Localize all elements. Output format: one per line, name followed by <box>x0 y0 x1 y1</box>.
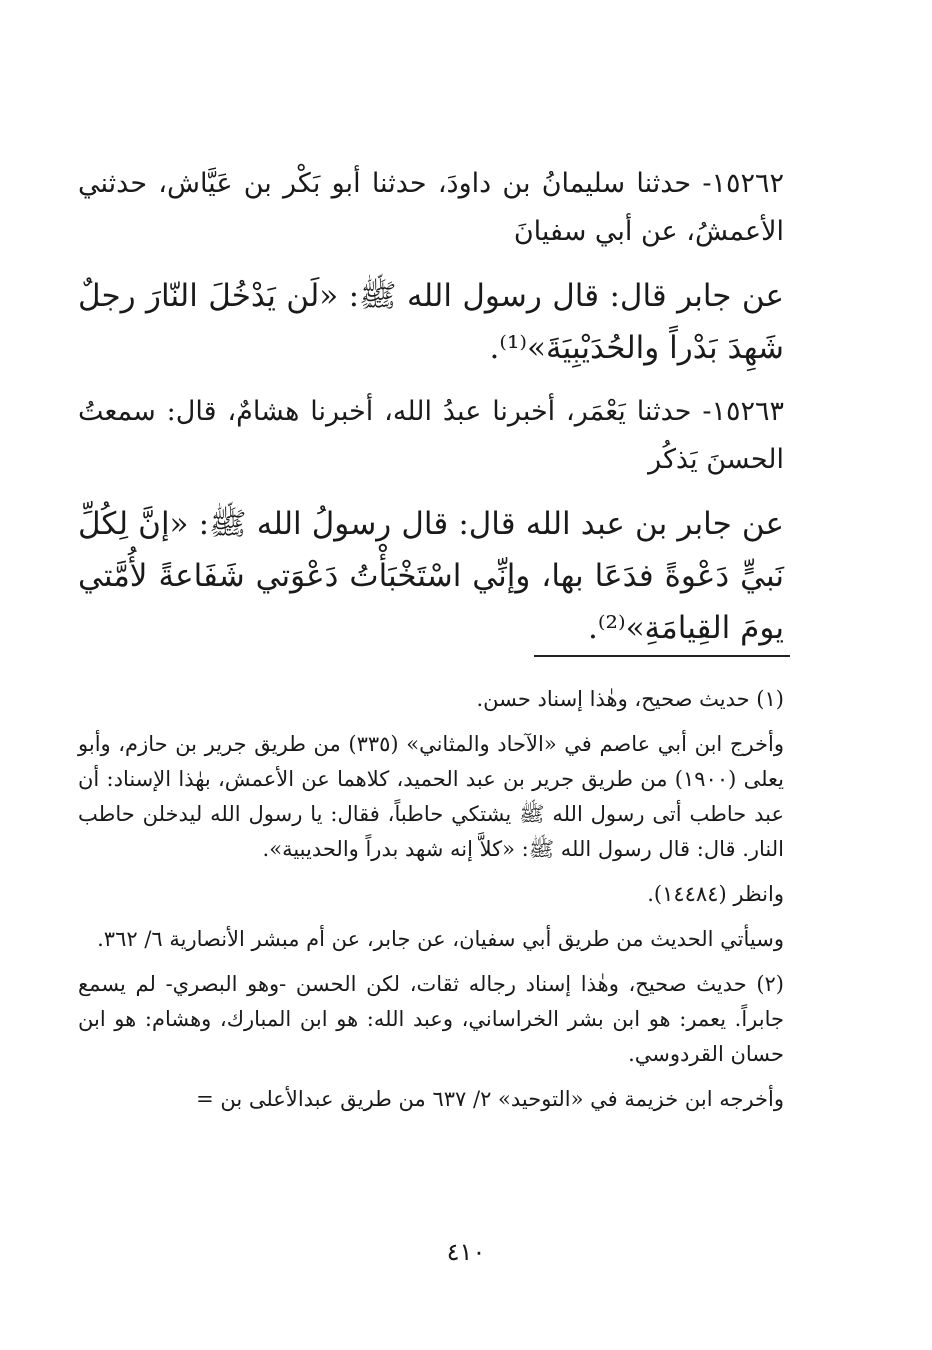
footnote-1-cross-reference: وسيأتي الحديث من طريق أبي سفيان، عن جابر، عن أم مبشر الأنصارية ٦/ ٣٦٢. <box>97 927 784 951</box>
main-text <box>78 160 784 668</box>
footnote-divider <box>534 655 790 657</box>
footnote-1-body: وأخرج ابن أبي عاصم في «الآحاد والمثاني» (٣٣٥) من طريق جرير بن حازم، وأبو يعلى (١٩٠٠) من طريق جرير بن عبد الحميد، كلاهما عن الأعمش، بهٰذا الإسناد: أن عبد حاطب أتى رسول الله ﷺ يشتكي حاطباً، فقال: يا رسول الله ليدخلن حاطب النار. قال: قال رسول الله ﷺ: «كلاَّ إنه شهد بدراً والحديبية». <box>78 732 785 861</box>
hadith-15263-isnad: ١٥٢٦٣- حدثنا يَعْمَر، أخبرنا عبدُ الله، أخبرنا هشامٌ، قال: سمعتُ الحسنَ يَذكُر <box>78 396 784 475</box>
hadith-15262-isnad: ١٥٢٦٢- حدثنا سليمانُ بن داودَ، حدثنا أبو بَكْر بن عَيَّاش، حدثني الأعمشُ، عن أبي سفيانَ <box>78 168 784 247</box>
footnotes <box>78 682 784 1127</box>
footnote-1-heading: (١) حديث صحيح، وهٰذا إسناد حسن. <box>476 687 784 711</box>
footnote-2-heading: (٢) حديث صحيح، وهٰذا إسناد رجاله ثقات، لكن الحسن -وهو البصري- لم يسمع جابراً. يعمر: هو ابن بشر الخراساني، وعبد الله: هو ابن المبارك، وهشام: هو ابن حسان القردوسي. <box>78 972 784 1066</box>
footnote-1-see: وانظر (١٤٤٨٤). <box>647 882 784 906</box>
hadith-15262-matn: عن جابر قال: قال رسول الله ﷺ: «لَن يَدْخُلَ النّارَ رجلٌ شَهِدَ بَدْراً والحُدَيْبِيَةَ»⁽¹⁾. <box>78 278 784 366</box>
footnote-2-body: وأخرجه ابن خزيمة في «التوحيد» ٢/ ٦٣٧ من طريق عبدالأعلى بن = <box>196 1087 784 1111</box>
page-number: ٤١٠ <box>446 1238 486 1266</box>
hadith-15263-matn: عن جابر بن عبد الله قال: قال رسولُ الله ﷺ: «إنَّ لِكُلِّ نَبيٍّ دَعْوةً فدَعَا بها، وإنِّي اسْتَخْبَأْتُ دَعْوَتي شَفَاعةً لأُمَّتي يومَ القِيامَةِ»⁽²⁾. <box>78 506 784 646</box>
